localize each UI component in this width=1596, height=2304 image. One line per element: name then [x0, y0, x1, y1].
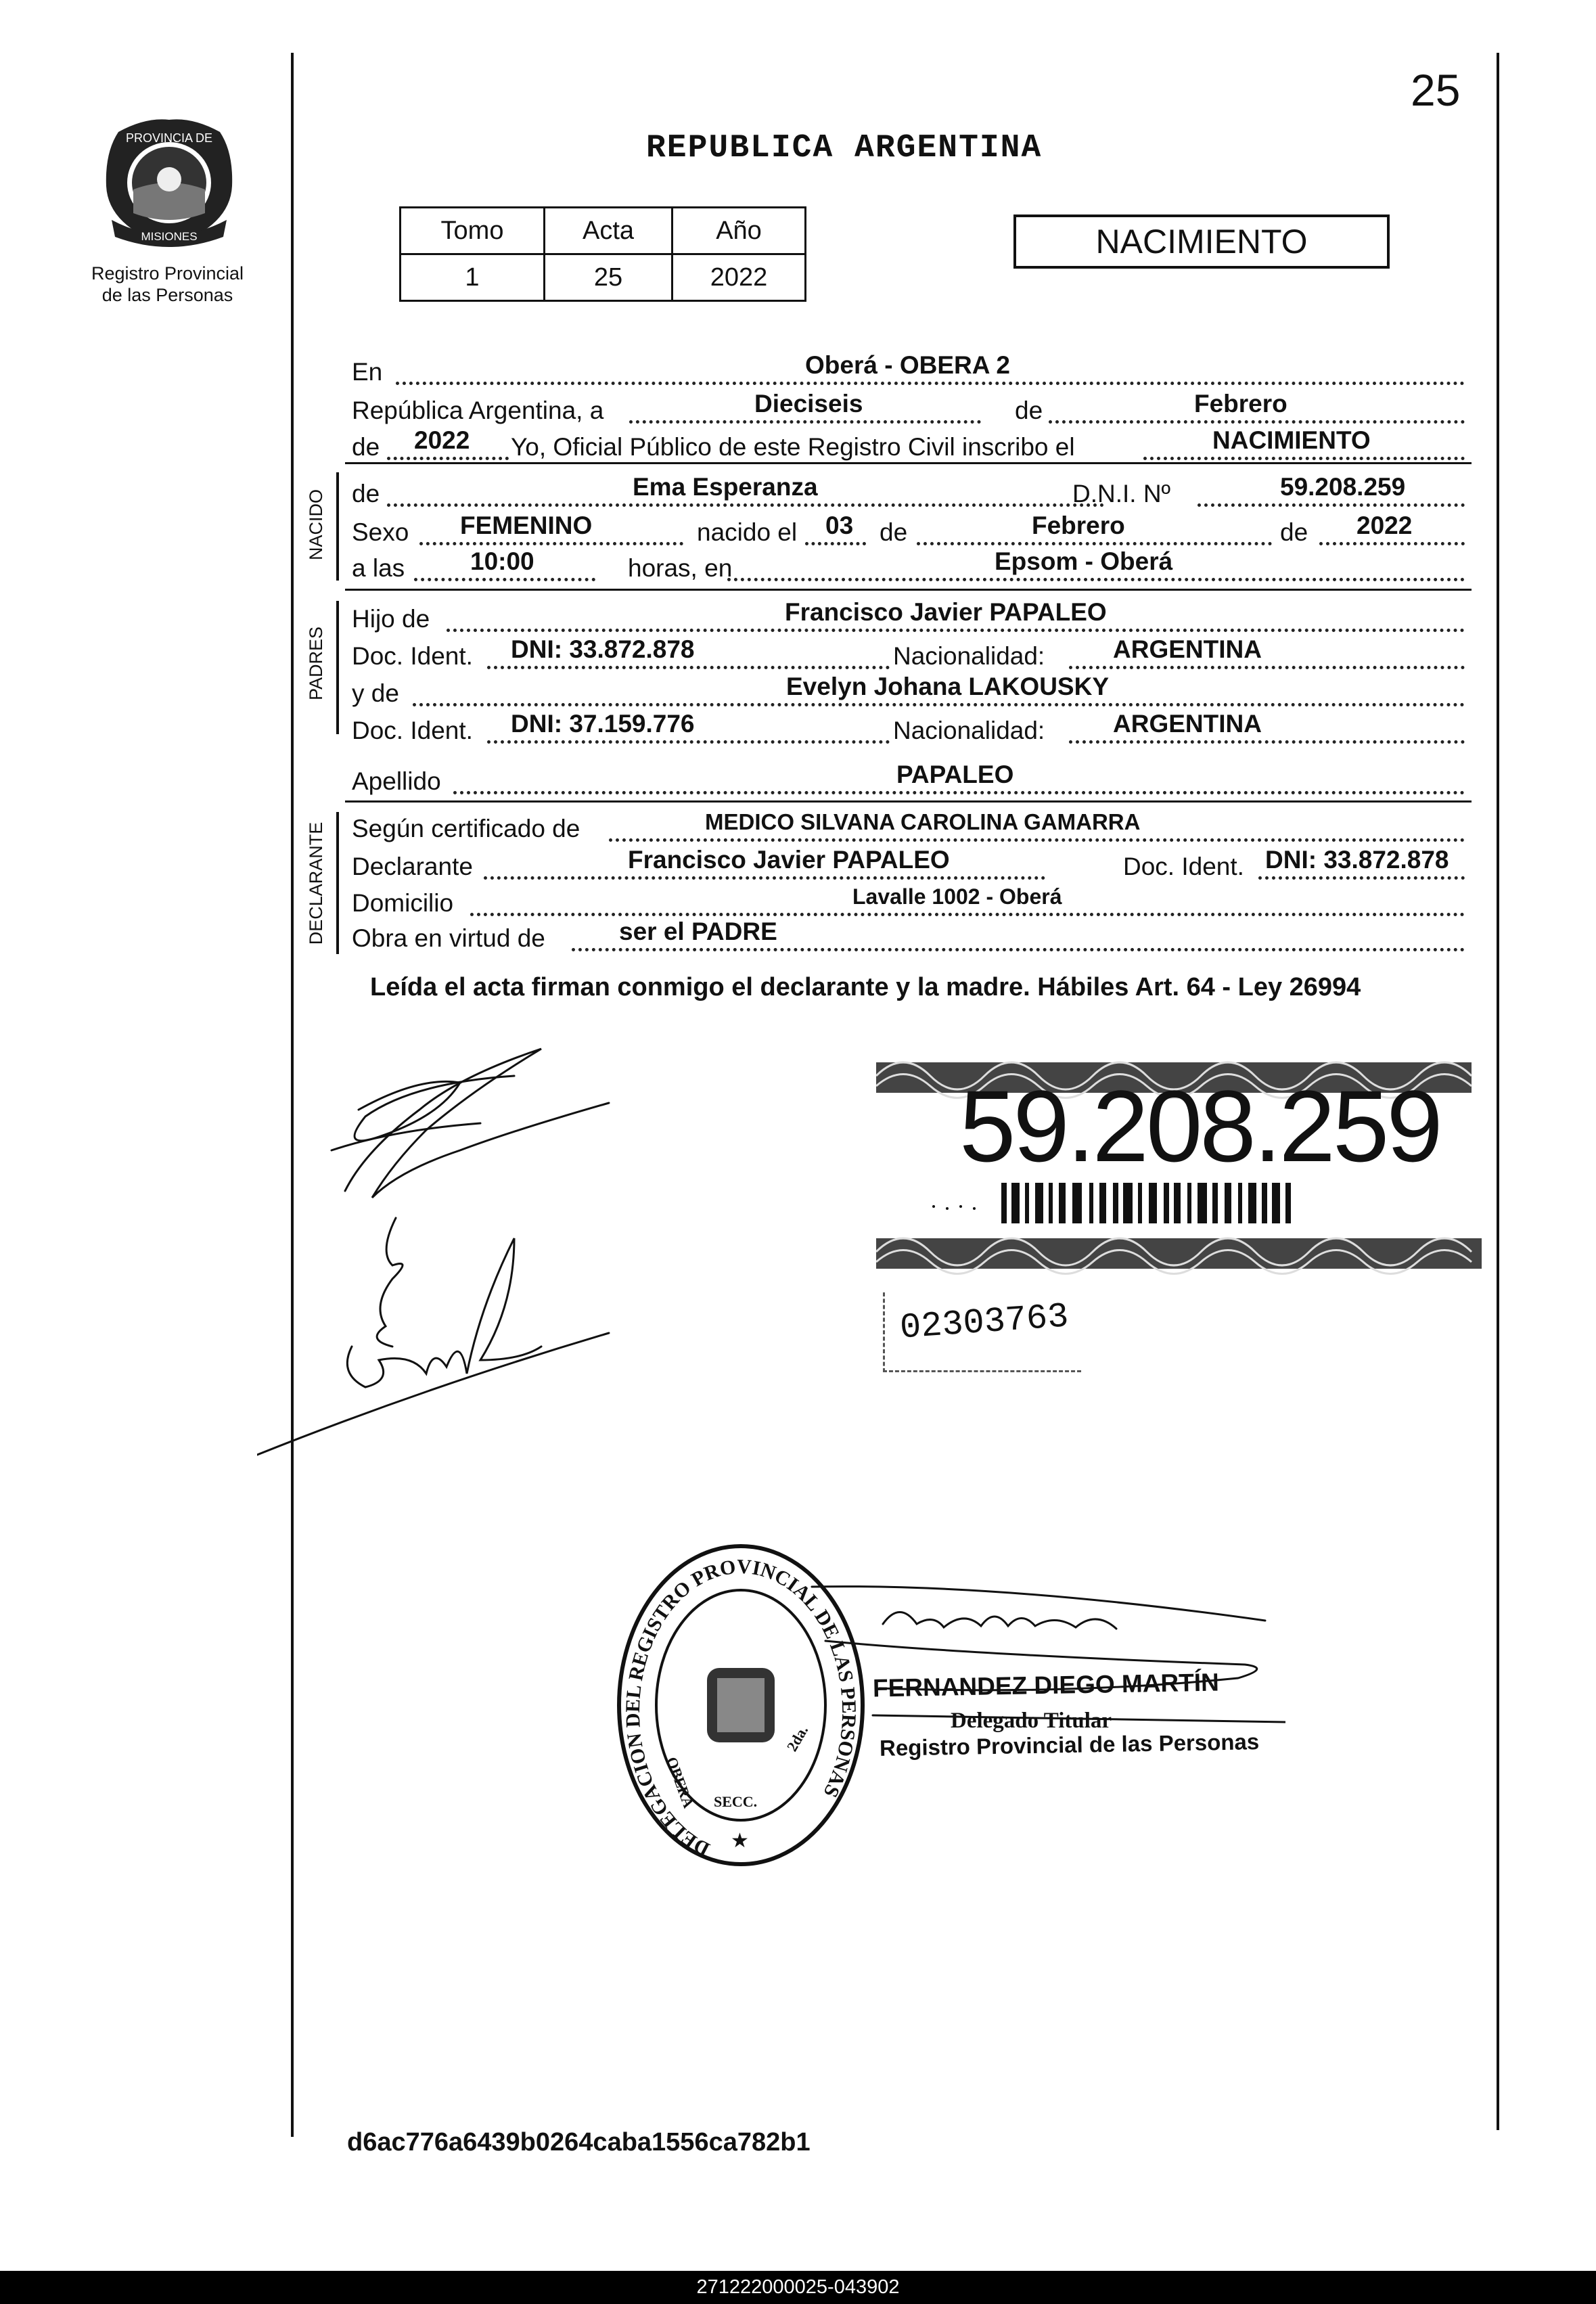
en-label: En — [352, 358, 383, 386]
mother-nationality-value: ARGENTINA — [1113, 710, 1262, 738]
day-value: Dieciseis — [754, 390, 863, 417]
mother-name-value: Evelyn Johana LAKOUSKY — [786, 673, 1110, 700]
header-cell: Acta — [545, 208, 672, 254]
identity-number: 59.208.259 — [959, 1069, 1440, 1183]
registrar-text: Yo, Oficial Público de este Registro Civil inscribo el — [511, 433, 1075, 461]
doc-ident-label: Doc. Ident. — [352, 642, 473, 670]
seal-inner-text-right: 2da. — [783, 1722, 812, 1755]
volume-table — [399, 206, 806, 302]
section-divider — [345, 589, 1472, 591]
row-mother-doc — [352, 710, 1468, 748]
republica-label: República Argentina, a — [352, 397, 604, 424]
row-father-name — [352, 598, 1468, 636]
declarante-section-label: DECLARANTE — [306, 821, 326, 945]
dni-label: D.N.I. Nº — [1072, 480, 1171, 507]
act-type-value: NACIMIENTO — [1212, 426, 1371, 454]
apellido-label: Apellido — [352, 767, 441, 795]
header-cell: Año — [672, 208, 806, 254]
page-number: 25 — [1411, 65, 1461, 115]
section-divider — [345, 800, 1472, 803]
capacity-value: ser el PADRE — [619, 918, 777, 945]
row-declarant — [352, 846, 1468, 884]
seal-star-icon: ★ — [731, 1830, 749, 1852]
horas-label: horas, en — [628, 554, 733, 582]
address-value: Lavalle 1002 - Oberá — [852, 884, 1062, 909]
month-value: Febrero — [1194, 390, 1287, 417]
mother-doc-value: DNI: 37.159.776 — [511, 710, 695, 738]
certificate-value: MEDICO SILVANA CAROLINA GAMARRA — [705, 809, 1141, 834]
value-cell: 1 — [401, 254, 545, 301]
footer-code-bar: 271222000025-043902 — [0, 2271, 1596, 2304]
y-de-label: y de — [352, 679, 399, 707]
place-value: Oberá - OBERA 2 — [805, 351, 1010, 379]
doc-ident-label: Doc. Ident. — [352, 717, 473, 744]
logo-text-bottom: MISIONES — [141, 230, 198, 243]
father-name-value: Francisco Javier PAPALEO — [785, 598, 1107, 626]
de-label: de — [352, 480, 380, 507]
value-cell: 25 — [545, 254, 672, 301]
declarant-signatures — [257, 1035, 636, 1468]
row-surname — [352, 761, 1468, 798]
document-hash: d6ac776a6439b0264caba1556ca782b1 — [347, 2128, 811, 2156]
row-address — [352, 886, 1468, 920]
nacido-section-bar — [336, 472, 339, 581]
obra-label: Obra en virtud de — [352, 924, 545, 952]
reading-note: Leída el acta firman conmigo el declarante y la madre. Hábiles Art. 64 - Ley 26994 — [370, 973, 1361, 1001]
domicilio-label: Domicilio — [352, 889, 454, 917]
official-name: FERNANDEZ DIEGO MARTÍN — [872, 1668, 1220, 1702]
official-org: Registro Provincial de las Personas — [879, 1729, 1260, 1761]
hijo-de-label: Hijo de — [352, 605, 430, 633]
de-label: de — [1015, 397, 1043, 424]
nacido-el-label: nacido el — [697, 518, 798, 546]
surname-value: PAPALEO — [896, 761, 1014, 788]
birth-day-value: 03 — [825, 512, 854, 539]
nacionalidad-label: Nacionalidad: — [893, 642, 1045, 670]
birth-year-value: 2022 — [1356, 512, 1413, 539]
volume-table-header — [401, 208, 806, 254]
official-role: Delegado Titular — [951, 1709, 1112, 1733]
nacido-section-label: NACIDO — [306, 489, 326, 561]
declarant-name-value: Francisco Javier PAPALEO — [628, 846, 950, 874]
org-label: Registro Provincial de las Personas — [91, 263, 244, 305]
father-doc-value: DNI: 33.872.878 — [511, 635, 695, 663]
security-pattern-strip-bottom — [876, 1221, 1485, 1289]
row-father-doc — [352, 635, 1468, 673]
year-value: 2022 — [414, 426, 470, 454]
a-las-label: a las — [352, 554, 405, 582]
document-title: REPUBLICA ARGENTINA — [646, 130, 1043, 166]
value-cell: 2022 — [672, 254, 806, 301]
de-label: de — [1280, 518, 1308, 546]
logo-text-top: PROVINCIA DE — [125, 131, 213, 145]
father-nationality-value: ARGENTINA — [1113, 635, 1262, 663]
row-certificate — [352, 809, 1468, 846]
nacionalidad-label: Nacionalidad: — [893, 717, 1045, 744]
section-divider — [345, 462, 1472, 464]
header-cell: Tomo — [401, 208, 545, 254]
seal-inner-text-bottom: SECC. — [714, 1793, 758, 1810]
volume-table-row — [401, 254, 806, 301]
seal-ring-text: DELEGACION DEL REGISTRO PROVINCIAL DE LAS PERSONAS — [621, 1555, 861, 1861]
doc-ident-label: Doc. Ident. — [1123, 853, 1244, 880]
birth-time-value: 10:00 — [470, 547, 534, 575]
child-dni-value: 59.208.259 — [1280, 473, 1406, 501]
misiones-coat-of-arms-logo — [91, 112, 247, 257]
seal-inner-text-left: OBERA — [663, 1755, 698, 1811]
de-label: de — [352, 433, 380, 461]
row-mother-name — [352, 673, 1468, 710]
padres-section-bar — [336, 601, 339, 734]
declarante-section-bar — [336, 812, 339, 954]
padres-section-label: PADRES — [306, 626, 326, 701]
sex-value: FEMENINO — [460, 512, 593, 539]
child-name-value: Ema Esperanza — [633, 473, 818, 501]
act-type-box: NACIMIENTO — [1013, 214, 1390, 269]
declarant-doc-value: DNI: 33.872.878 — [1265, 846, 1449, 874]
row-birth-time-place — [352, 547, 1468, 585]
row-place — [352, 351, 1468, 389]
right-margin-line — [1497, 53, 1499, 2130]
row-year — [352, 426, 1468, 464]
sexo-label: Sexo — [352, 518, 409, 546]
declarante-label: Declarante — [352, 853, 473, 880]
de-label: de — [880, 518, 908, 546]
row-date — [352, 390, 1468, 428]
certificado-label: Según certificado de — [352, 815, 580, 842]
birth-place-value: Epsom - Oberá — [995, 547, 1173, 575]
control-number: 02303763 — [898, 1296, 1070, 1349]
row-capacity — [352, 918, 1468, 955]
row-child-name — [352, 473, 1468, 511]
birth-month-value: Febrero — [1032, 512, 1125, 539]
